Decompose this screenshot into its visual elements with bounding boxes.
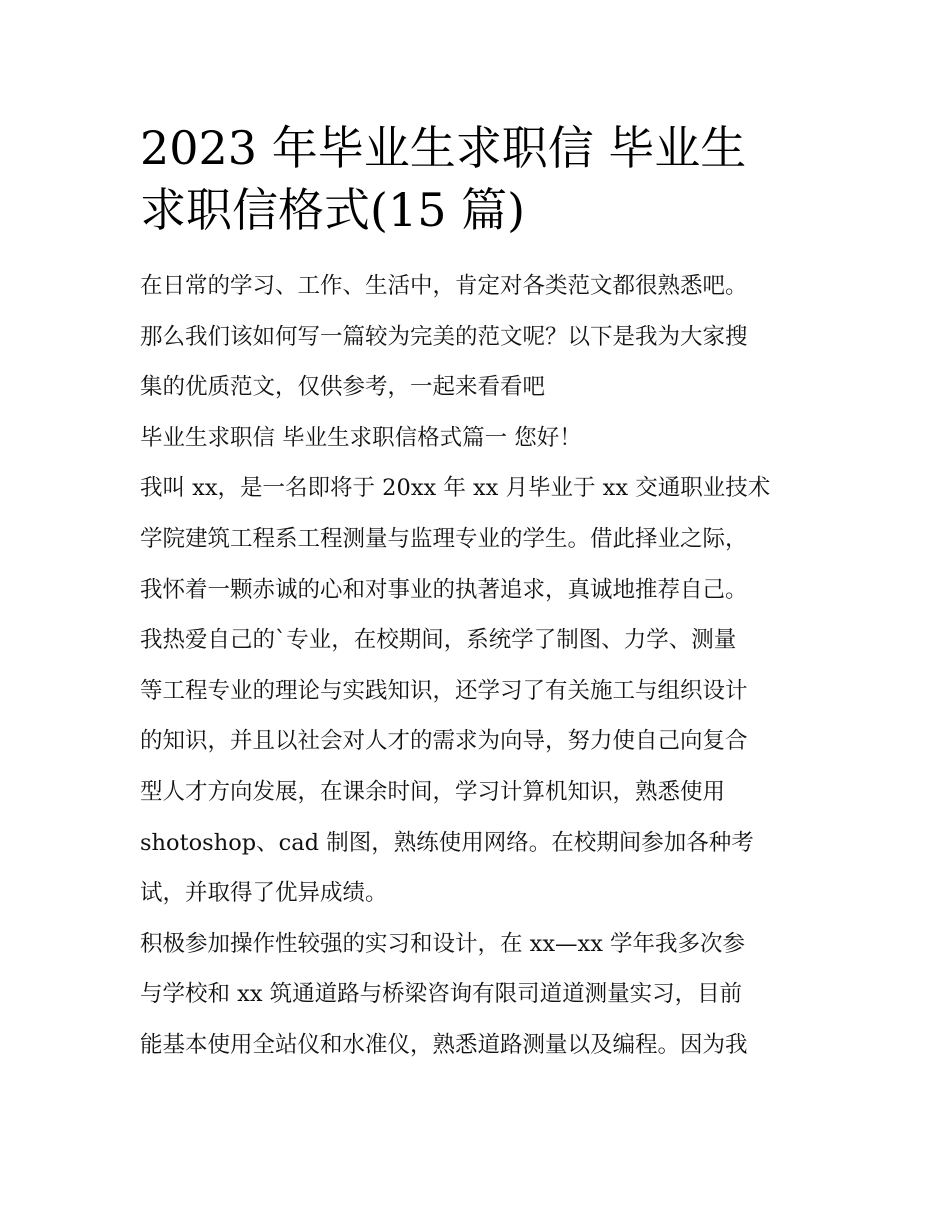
document-body xyxy=(140,261,820,1071)
text-line: 我叫 xx，是一名即将于 20xx 年 xx 月毕业于 xx 交通职业技术 xyxy=(140,475,771,502)
text-line: 型人才方向发展，在课余时间，学习计算机知识，熟悉使用 xyxy=(140,778,726,805)
text-line: 毕业生求职信 毕业生求职信格式篇一 您好！ xyxy=(140,424,582,451)
text-line: 与学校和 xx 筑通道路与桥梁咨询有限司道道测量实习，目前 xyxy=(140,981,743,1008)
text-line: 我热爱自己的`专业，在校期间，系统学了制图、力学、测量 xyxy=(140,627,737,654)
text-line: 在日常的学习、工作、生活中，肯定对各类范文都很熟悉吧。 xyxy=(140,273,748,299)
text-line: 那么我们该如何写一篇较为完美的范文呢？以下是我为大家搜 xyxy=(140,323,748,350)
text-line: 等工程专业的理论与实践知识，还学习了有关施工与组织设计 xyxy=(140,677,748,704)
text-line: 学院建筑工程系工程测量与监理专业的学生。借此择业之际， xyxy=(140,525,748,552)
title-line-1: 2023 年毕业生求职信 毕业生 xyxy=(140,121,747,175)
text-line: 试，并取得了优异成绩。 xyxy=(140,880,388,907)
text-line: 我怀着一颗赤诚的心和对事业的执著追求，真诚地推荐自己。 xyxy=(140,576,748,603)
text-line: shotoshop、cad 制图，熟练使用网络。在校期间参加各种考 xyxy=(140,829,754,856)
text-line: 的知识，并且以社会对人才的需求为向导，努力使自己向复合 xyxy=(140,728,748,755)
text-line: 积极参加操作性较强的实习和设计，在 xx—xx 学年我多次参 xyxy=(140,930,746,957)
title-line-2: 求职信格式(15 篇) xyxy=(140,183,526,237)
document-title xyxy=(140,117,820,241)
text-line: 能基本使用全站仪和水准仪，熟悉道路测量以及编程。因为我 xyxy=(140,1031,748,1058)
document-content xyxy=(140,117,820,1071)
text-line: 集的优质范文，仅供参考，一起来看看吧 xyxy=(140,374,546,401)
